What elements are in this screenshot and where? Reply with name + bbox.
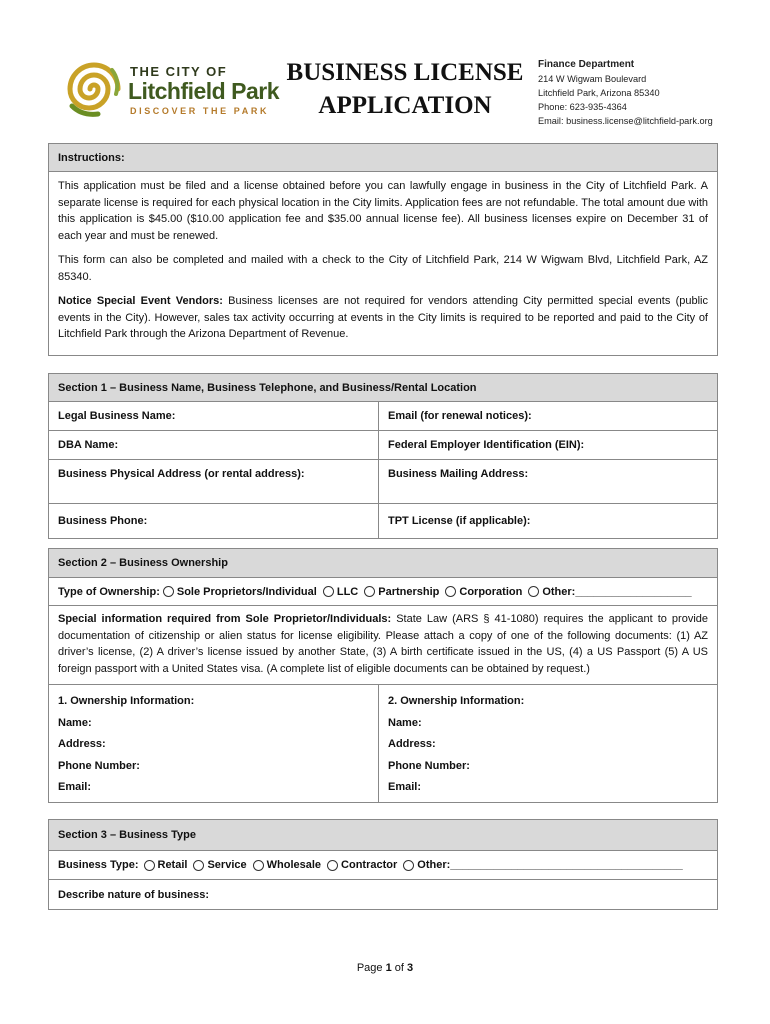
legal-business-name-field[interactable]: Legal Business Name: [49,402,379,430]
option-llc: LLC [336,585,359,598]
radio-sole-proprietor[interactable] [163,586,174,597]
radio-llc[interactable] [323,586,334,597]
section-2-heading: Section 2 – Business Ownership [49,549,717,578]
special-info-row [49,606,717,685]
section-3-box [48,819,718,910]
city-logo [62,56,282,122]
instructions-body [49,172,717,343]
department-email: Email: business.license@litchfield-park.org [538,116,713,126]
instructions-heading: Instructions: [49,144,717,172]
table-row [49,402,717,431]
section-2-box [48,548,718,803]
radio-service[interactable] [193,860,204,871]
owner-2-email-field[interactable]: Email: [388,781,422,793]
department-name: Finance Department [538,59,635,70]
logo-city-name: Litchfield Park [128,78,279,104]
table-row [49,431,717,460]
owner-1-block [49,685,379,802]
total-pages: 3 [407,962,414,974]
title-line-2: APPLICATION [318,92,492,119]
instructions-para-3 [58,293,708,343]
tpt-license-field[interactable]: TPT License (if applicable): [388,515,531,527]
logo-city-of: THE CITY OF [130,64,228,79]
owner-2-name-field[interactable]: Name: [388,716,422,729]
swirl-logo-icon [62,56,126,122]
business-description-field[interactable]: Describe nature of business: [58,888,209,901]
owner-1-email-field[interactable]: Email: [58,781,92,793]
mailing-address-field[interactable]: Business Mailing Address: [388,468,529,480]
dba-name-field[interactable]: DBA Name: [49,431,379,459]
instructions-para-1: This application must be filed and a license obtained before you can lawfully engage in business in the City of Litchfield Park. A separate license is required for each physical location in the City limits. Application fees are not refundable. The total amount due with this application is $45.00 ($10.00 application fee and $35.00 annual license fee). All business licenses expire on December 31 of each year and must be renewed. [58,180,708,242]
ownership-type-options [49,578,717,605]
business-description-row [49,880,717,909]
ownership-type-label: Type of Ownership: [58,585,160,598]
ein-field[interactable]: Federal Employer Identification (EIN): [388,439,585,451]
special-info-body: State Law (ARS § 41-1080) requires the applicant to provide documentation of citizenship or alien status for license eligibility. Please attach a copy of one of the following documents: (1) AZ driver’s license, (2) A driver’s license issued by another State, (3) A birth certificate issued in the US, (4) a US Passport (5) A US foreign passport with a United States visa. (A complete list of eligible documents can be obtained by request.) [58,613,708,675]
section-1-box [48,373,718,539]
ownership-type-row [49,578,717,606]
table-row [49,504,717,538]
department-contact [538,58,713,128]
special-info-label: Special information required from Sole Proprietor/Individuals: [58,613,392,625]
owner-1-name-field[interactable]: Name: [58,716,92,729]
option-other[interactable]: Other:___________________ [542,585,692,598]
special-info-text [49,606,717,684]
business-type-label: Business Type: [58,859,139,871]
page-title [282,56,528,122]
instructions-para-2: This form can also be completed and mailed with a check to the City of Litchfield Park, 214 W Wigwam Blvd, Litchfield Park, AZ 85340. [58,254,708,283]
title-line-1: BUSINESS LICENSE [286,59,524,86]
physical-address-field[interactable]: Business Physical Address (or rental address): [49,460,379,503]
department-city: Litchfield Park, Arizona 85340 [538,88,660,98]
radio-wholesale[interactable] [253,860,264,871]
instructions-box [48,143,718,356]
ownership-info-row [49,685,717,802]
logo-tagline: DISCOVER THE PARK [130,106,270,116]
option-partnership: Partnership [378,585,440,598]
radio-other[interactable] [528,586,539,597]
table-row [49,460,717,504]
option-sole-proprietor: Sole Proprietors/Individual [176,585,317,598]
radio-other[interactable] [403,860,414,871]
radio-corporation[interactable] [445,586,456,597]
option-corporation: Corporation [459,585,523,598]
renewal-email-field[interactable]: Email (for renewal notices): [388,410,532,422]
option-retail: Retail [157,859,188,871]
department-phone: Phone: 623-935-4364 [538,102,627,112]
special-event-notice-label: Notice Special Event Vendors: [58,295,223,307]
radio-retail[interactable] [144,860,155,871]
owner-2-phone-field[interactable]: Phone Number: [388,759,470,772]
radio-partnership[interactable] [364,586,375,597]
owner-2-block [379,685,717,802]
option-contractor: Contractor [341,859,398,871]
page-prefix: Page [356,962,386,974]
section-3-heading: Section 3 – Business Type [49,820,717,851]
business-phone-field[interactable]: Business Phone: [49,504,379,538]
owner-1-phone-field[interactable]: Phone Number: [58,759,140,772]
owner-2-title: 2. Ownership Information: [388,695,525,707]
radio-contractor[interactable] [327,860,338,871]
owner-2-address-field[interactable]: Address: [388,738,436,750]
section-1-heading: Section 1 – Business Name, Business Telephone, and Business/Rental Location [49,374,717,402]
option-other[interactable]: Other:______________________________________ [417,859,683,871]
owner-1-title: 1. Ownership Information: [58,695,195,707]
owner-1-address-field[interactable]: Address: [58,738,106,750]
department-street: 214 W Wigwam Boulevard [538,74,647,84]
special-event-notice-text: Business licenses are not required for vendors attending City permitted special events (public events in the City). However, sales tax activity occurring at events in the City limits is required to be reported and paid to the City of Litchfield Park through the Arizona Department of Revenue. [58,295,708,340]
option-service: Service [207,859,247,871]
option-wholesale: Wholesale [266,859,322,871]
page-of: of [391,962,408,974]
business-type-row [49,851,717,880]
business-type-options [49,851,717,879]
current-page: 1 [385,962,392,974]
page-number [0,962,770,974]
